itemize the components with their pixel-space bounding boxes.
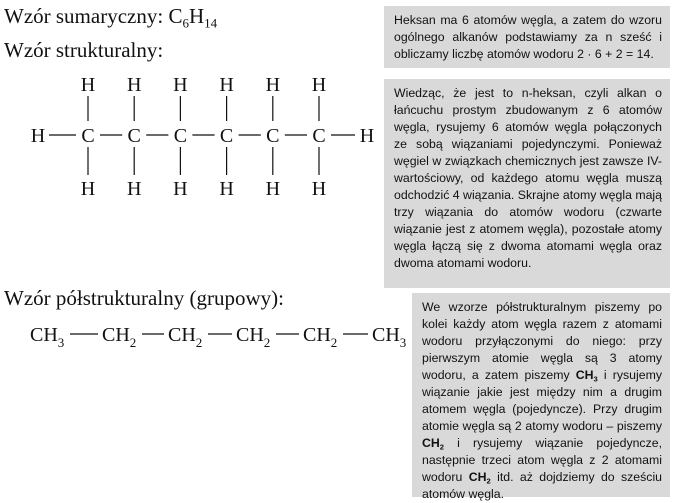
box3-text-2: i rysujemy wiązanie jakie jest między nim a drugim atomem węgla (pojedyncze). Przy drugim atomie węgla są 2 atomy wodoru – piszemy	[422, 368, 662, 433]
hydrogen-atom-left: H	[30, 125, 46, 147]
explanation-box-summary: Heksan ma 6 atomów węgla, a zatem do wzoru ogólnego alkanów podstawiamy za n sześć i obliczamy liczbę atomów wodoru 2 · 6 + 2 = 14.	[384, 6, 670, 68]
hydrogen-atom-bottom: H	[265, 178, 281, 200]
formula-h-count: 14	[204, 15, 218, 31]
hydrogen-atom-bottom: H	[126, 178, 142, 200]
box3-text-4: itd. aż dojdziemy do sześciu atomów węgla.	[422, 470, 663, 501]
hydrogen-atom-top: H	[265, 74, 281, 96]
carbon-atom: C	[173, 125, 188, 147]
group-ch2: $CH_2$	[102, 324, 137, 350]
carbon-atom: C	[312, 125, 326, 147]
formula-h: H	[188, 4, 205, 28]
carbon-atom: C	[81, 125, 95, 147]
carbon-atom: C	[219, 125, 234, 147]
summary-label: Wzór sumaryczny:	[4, 4, 169, 28]
box3-ch2a: CH	[422, 436, 440, 450]
box3-text-1: We wzorze półstrukturalnym piszemy po kolei każdy atom węgla razem z atomami wodoru przyłączonymi do niego: przy pierwszym atomie węgla są 3 atomy wodoru, a zatem piszemy	[422, 300, 662, 382]
box3-text-3: i rysujemy wiązanie pojedyncze, następnie trzeci atom węgla z 2 atomami wodoru	[422, 436, 662, 484]
hydrogen-atom-bottom: H	[219, 178, 234, 200]
hydrogen-atom-top: H	[311, 74, 327, 96]
group-ch2: $CH_2$	[168, 324, 203, 350]
box3-ch2b-sub: 2	[486, 476, 491, 486]
hydrogen-atom-top: H	[219, 74, 234, 96]
hydrogen-atom-bottom: H	[80, 178, 96, 200]
carbon-atom: C	[127, 125, 141, 147]
formula-c: C	[168, 4, 183, 28]
structural-formula-heading: Wzór strukturalny:	[4, 38, 164, 62]
group-ch3: $CH_3$	[372, 324, 407, 350]
hydrogen-atom-top: H	[126, 74, 142, 96]
summary-formula-heading	[4, 4, 218, 31]
box3-ch3-sub: 3	[593, 374, 598, 384]
carbon-atom: C	[266, 125, 280, 147]
semistructural-formula-heading: Wzór półstrukturalny (grupowy):	[4, 286, 284, 310]
box3-ch2a-sub: 2	[439, 442, 444, 452]
explanation-box-structural: Wiedząc, że jest to n-heksan, czyli alkan o łańcuchu prostym zbudowanym z 6 atomów węgla, rysujemy 6 atomów węgla połączonych ze sobą wiązaniami pojedynczymi. Ponieważ węgiel w związkach chemicznych jest zawsze IV-wartościowy, od każdego atomu węgla muszą odchodzić 4 wiązania. Skrajne atomy węgla mają trzy wiązania do atomów wodoru (czwarte wiązanie jest z atomem węgla), pozostałe atomy węgla łączą się z dwoma atomami węgla oraz dwoma atomami wodoru.	[384, 79, 670, 288]
group-ch2: $CH_2$	[303, 324, 338, 350]
hydrogen-atom-bottom: H	[311, 178, 327, 200]
semistructural-formula-diagram	[0, 310, 410, 360]
hydrogen-atom-top: H	[173, 74, 188, 96]
box3-ch3: CH	[575, 368, 594, 382]
group-ch3: $CH_3$	[30, 324, 65, 350]
hydrogen-atom-bottom: H	[173, 178, 188, 200]
formula-c-count: 6	[182, 15, 189, 31]
hydrogen-atom-right: H	[359, 125, 375, 147]
box3-ch2b: CH	[468, 470, 487, 484]
group-ch2: $CH_2$	[236, 324, 271, 350]
hydrogen-atom-top: H	[80, 74, 96, 96]
explanation-box-semistructural	[412, 293, 670, 501]
structural-formula-diagram	[0, 60, 380, 210]
